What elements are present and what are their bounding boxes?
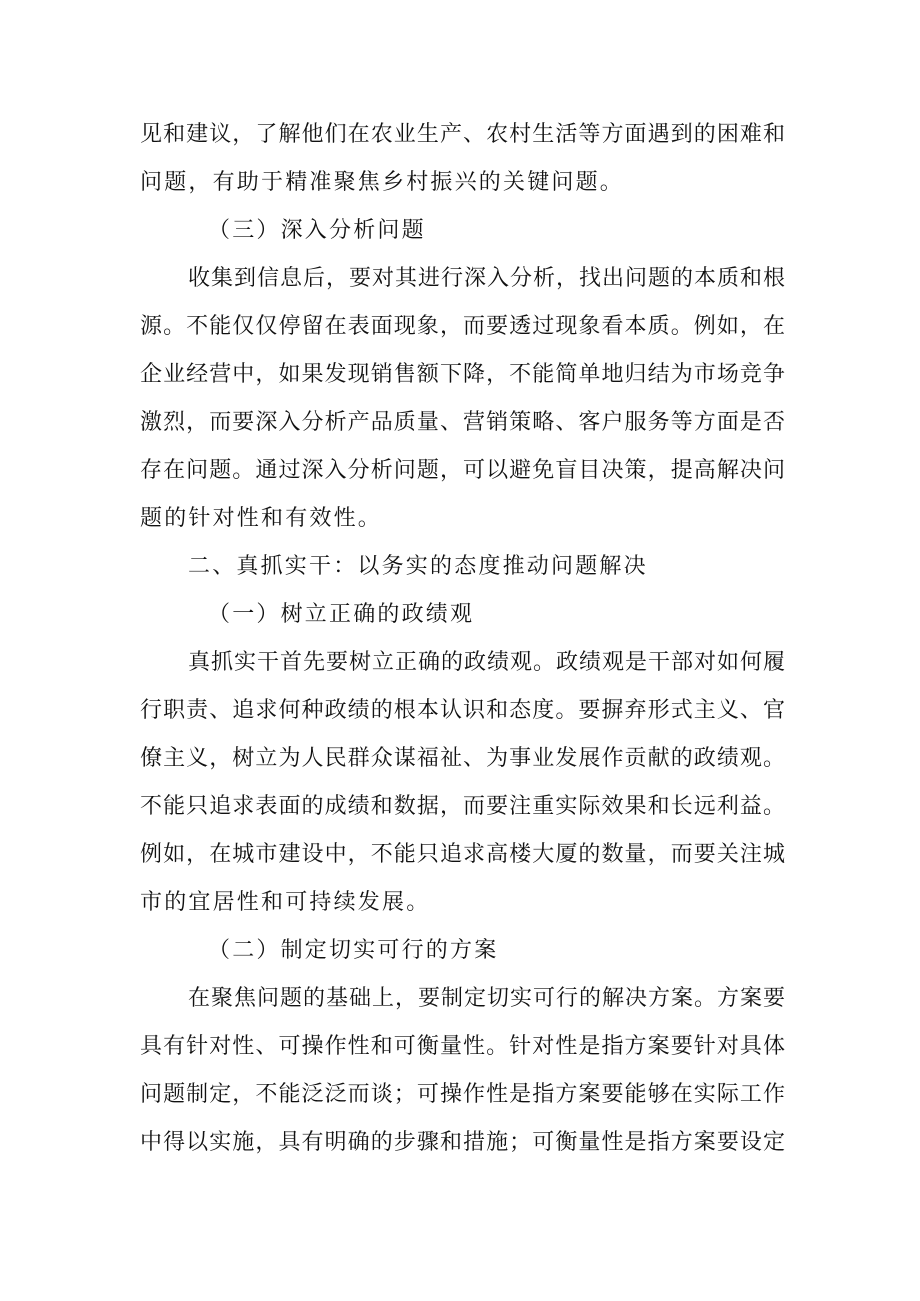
paragraph-line: 不能只追求表面的成绩和数据，而要注重实际效果和长远利益。 bbox=[140, 794, 785, 819]
section-heading: （一）树立正确的政绩观 bbox=[208, 602, 475, 627]
section-heading: （二）制定切实可行的方案 bbox=[208, 938, 499, 963]
paragraph-line: 行职责、追求何种政绩的根本认识和态度。要摒弃形式主义、官 bbox=[140, 698, 785, 723]
paragraph-line: 问题制定，不能泛泛而谈；可操作性是指方案要能够在实际工作 bbox=[140, 1082, 785, 1107]
paragraph-line: 见和建议，了解他们在农业生产、农村生活等方面遇到的困难和 bbox=[140, 122, 785, 147]
paragraph-line: 市的宜居性和可持续发展。 bbox=[140, 890, 431, 915]
paragraph-line: 僚主义，树立为人民群众谋福祉、为事业发展作贡献的政绩观。 bbox=[140, 746, 785, 771]
chapter-heading: 二、真抓实干：以务实的态度推动问题解决 bbox=[188, 554, 648, 579]
paragraph-line: 中得以实施，具有明确的步骤和措施；可衡量性是指方案要设定 bbox=[140, 1130, 785, 1155]
paragraph-line: 企业经营中，如果发现销售额下降，不能简单地归结为市场竞争 bbox=[140, 362, 785, 387]
paragraph-line: 问题，有助于精准聚焦乡村振兴的关键问题。 bbox=[140, 170, 625, 195]
paragraph-line: 收集到信息后，要对其进行深入分析，找出问题的本质和根 bbox=[188, 266, 785, 291]
paragraph-line: 源。不能仅仅停留在表面现象，而要透过现象看本质。例如，在 bbox=[140, 314, 785, 339]
paragraph-line: 题的针对性和有效性。 bbox=[140, 506, 383, 531]
paragraph-line: 具有针对性、可操作性和可衡量性。针对性是指方案要针对具体 bbox=[140, 1034, 785, 1059]
paragraph-line: 存在问题。通过深入分析问题，可以避免盲目决策，提高解决问 bbox=[140, 458, 785, 483]
paragraph-line: 在聚焦问题的基础上，要制定切实可行的解决方案。方案要 bbox=[188, 986, 785, 1011]
section-heading: （三）深入分析问题 bbox=[208, 218, 426, 243]
paragraph-line: 例如，在城市建设中，不能只追求高楼大厦的数量，而要关注城 bbox=[140, 842, 785, 867]
paragraph-line: 真抓实干首先要树立正确的政绩观。政绩观是干部对如何履 bbox=[188, 650, 785, 675]
paragraph-line: 激烈，而要深入分析产品质量、营销策略、客户服务等方面是否 bbox=[140, 410, 785, 435]
